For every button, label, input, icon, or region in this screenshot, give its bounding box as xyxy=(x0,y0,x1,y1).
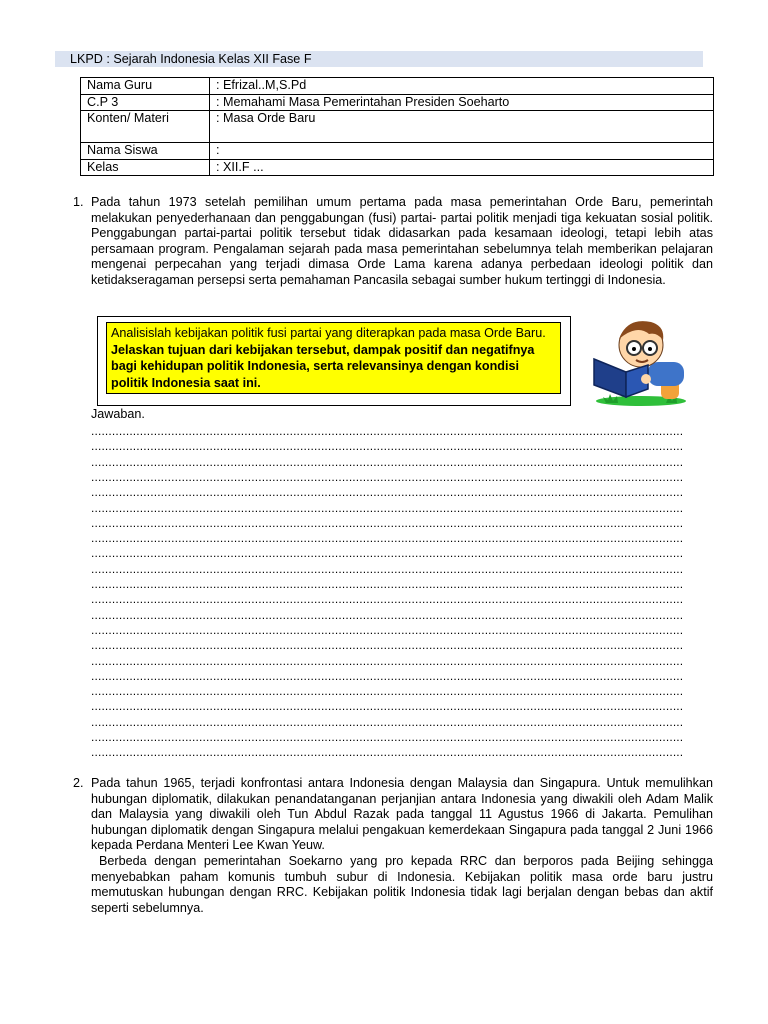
answer-line[interactable]: .......................................................................................................................................................................... xyxy=(91,745,684,760)
answer-line[interactable]: .......................................................................................................................................................................... xyxy=(91,500,684,515)
answer-line[interactable]: .......................................................................................................................................................................... xyxy=(91,714,684,729)
answer-line[interactable]: .......................................................................................................................................................................... xyxy=(91,607,684,622)
answer-line[interactable]: .......................................................................................................................................................................... xyxy=(91,546,684,561)
value-nama-guru[interactable]: : Efrizal..M,S.Pd xyxy=(210,78,714,95)
question-2-body xyxy=(91,776,713,916)
answer-line[interactable]: .......................................................................................................................................................................... xyxy=(91,454,684,469)
task-box xyxy=(97,316,571,406)
question-2-text-continued: Berbeda dengan pemerintahan Soekarno yang pro kepada RRC dan berporos pada Beijing sehingga menyebabkan paham komunis tumbuh subur di Indonesia. Kebijakan politik masa orde baru justru memutuskan hubungan dengan RRC. Kebijakan politik Indonesia tidak lagi berjalan dengan bebas dan aktif seperti sebelumnya. xyxy=(91,853,713,915)
question-1-number: 1. xyxy=(73,195,84,209)
table-row xyxy=(81,111,714,143)
table-row xyxy=(81,159,714,176)
task-text-normal: Analisislah kebijakan politik fusi partai yang diterapkan pada masa Orde Baru. xyxy=(111,326,546,340)
answer-label: Jawaban. xyxy=(91,407,145,421)
document-header: LKPD : Sejarah Indonesia Kelas XII Fase F xyxy=(55,51,703,67)
answer-line[interactable]: .......................................................................................................................................................................... xyxy=(91,638,684,653)
answer-line[interactable]: .......................................................................................................................................................................... xyxy=(91,684,684,699)
task-text-bold: Jelaskan tujuan dari kebijakan tersebut, dampak positif dan negatifnya bagi kehidupan politik Indonesia, serta relevansinya dengan kondisi politik Indonesia saat ini. xyxy=(111,342,535,390)
answer-line[interactable]: .......................................................................................................................................................................... xyxy=(91,531,684,546)
answer-line[interactable]: .......................................................................................................................................................................... xyxy=(91,424,684,438)
label-cp: C.P 3 xyxy=(81,94,210,111)
answer-line[interactable]: .......................................................................................................................................................................... xyxy=(91,469,684,484)
value-nama-siswa[interactable]: : xyxy=(210,143,714,160)
answer-line[interactable]: .......................................................................................................................................................................... xyxy=(91,592,684,607)
table-row xyxy=(81,78,714,95)
answer-line[interactable]: .......................................................................................................................................................................... xyxy=(91,515,684,530)
answer-line[interactable]: .......................................................................................................................................................................... xyxy=(91,668,684,683)
value-konten[interactable]: : Masa Orde Baru xyxy=(210,111,714,143)
task-instruction xyxy=(106,322,561,394)
question-1-text: Pada tahun 1973 setelah pemilihan umum pertama pada masa pemerintahan Orde Baru, pemerintah melakukan penyederhanaan dan penggabungan (fusi) partai- partai politik menjadi tiga kekuatan sosial politik. Penggabungan partai-partai politik tersebut tidak didasarkan pada kesamaan ideologi, tetapi lebih atas persamaan program. Pengalaman sejarah pada masa pemerintahan sebelumnya telah memberikan pelajaran mengenai perpecahan yang terjadi dimasa Orde Lama karena adanya perbedaan ideologi politik dan ketidakseragaman persepsi serta pemahaman Pancasila sebagai sumber hukum tertinggi di Indonesia. xyxy=(91,195,713,287)
info-table xyxy=(80,77,714,176)
cartoon-reading-boy-icon xyxy=(586,317,696,407)
answer-line[interactable]: .......................................................................................................................................................................... xyxy=(91,653,684,668)
question-2-text: Pada tahun 1965, terjadi konfrontasi antara Indonesia dengan Malaysia dan Singapura. Untuk memulihkan hubungan diplomatik, dilakukan penandatanganan perjanjian antara Indonesia yang diwakili oleh Adam Malik dan Malaysia yang diwakili oleh Tun Abdul Razak pada tanggal 11 Agustus 1966 di Jakarta. Pemulihan hubungan diplomatik dengan Singapura melalui pengakuan kemerdekaan Singapura pada tanggal 2 Juni 1966 kepada Perdana Menteri Lee Kwan Yeuw. xyxy=(91,776,713,853)
label-nama-guru: Nama Guru xyxy=(81,78,210,95)
label-nama-siswa: Nama Siswa xyxy=(81,143,210,160)
value-cp[interactable]: : Memahami Masa Pemerintahan Presiden Soeharto xyxy=(210,94,714,111)
question-2-number: 2. xyxy=(73,776,84,790)
answer-line[interactable]: .......................................................................................................................................................................... xyxy=(91,622,684,637)
answer-line[interactable]: .......................................................................................................................................................................... xyxy=(91,730,684,744)
label-kelas: Kelas xyxy=(81,159,210,176)
answer-line[interactable]: .......................................................................................................................................................................... xyxy=(91,699,684,714)
answer-line[interactable]: .......................................................................................................................................................................... xyxy=(91,485,684,500)
label-konten: Konten/ Materi xyxy=(81,111,210,143)
table-row xyxy=(81,143,714,160)
answer-line[interactable]: .......................................................................................................................................................................... xyxy=(91,439,684,454)
table-row xyxy=(81,94,714,111)
value-kelas[interactable]: : XII.F ... xyxy=(210,159,714,176)
answer-line[interactable]: .......................................................................................................................................................................... xyxy=(91,561,684,576)
answer-line[interactable]: .......................................................................................................................................................................... xyxy=(91,577,684,591)
